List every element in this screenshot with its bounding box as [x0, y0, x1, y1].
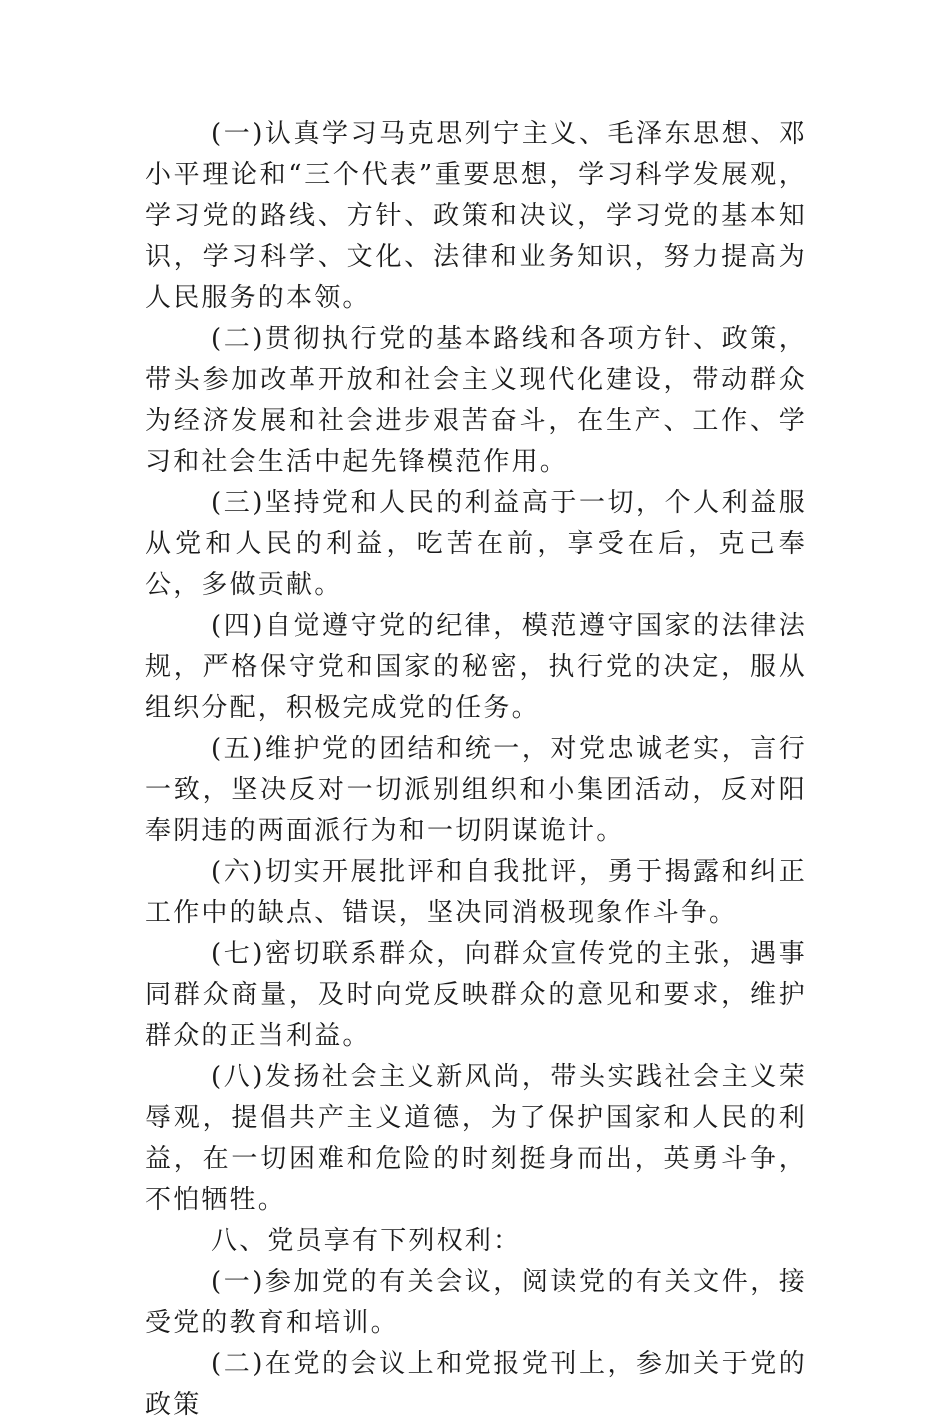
paragraph-right-2: (二)在党的会议上和党报党刊上，参加关于党的政策 — [145, 1349, 807, 1420]
paragraph-duty-8: (八)发扬社会主义新风尚，带头实践社会主义荣辱观，提倡共产主义道德，为了保护国家和人民的利益，在一切困难和危险的时刻挺身而出，英勇斗争，不怕牺牲。 — [145, 1062, 807, 1215]
paragraph-duty-1: (一)认真学习马克思列宁主义、毛泽东思想、邓小平理论和“三个代表”重要思想，学习科学发展观，学习党的路线、方针、政策和决议，学习党的基本知识，学习科学、文化、法律和业务知识，努力提高为人民服务的本领。 — [145, 119, 807, 313]
section-heading-rights: 八、党员享有下列权利： — [211, 1226, 522, 1256]
paragraph-duty-6: (六)切实开展批评和自我批评，勇于揭露和纠正工作中的缺点、错误，坚决同消极现象作斗争。 — [145, 857, 807, 928]
paragraph-duty-5: (五)维护党的团结和统一，对党忠诚老实，言行一致，坚决反对一切派别组织和小集团活动，反对阳奉阴违的两面派行为和一切阴谋诡计。 — [145, 734, 807, 846]
paragraph-right-1: (一)参加党的有关会议，阅读党的有关文件，接受党的教育和培训。 — [145, 1267, 807, 1338]
paragraph-duty-2: (二)贯彻执行党的基本路线和各项方针、政策，带头参加改革开放和社会主义现代化建设，带动群众为经济发展和社会进步艰苦奋斗，在生产、工作、学习和社会生活中起先锋模范作用。 — [145, 324, 807, 477]
document-body — [145, 114, 807, 1426]
paragraph-duty-4: (四)自觉遵守党的纪律，模范遵守国家的法律法规，严格保守党和国家的秘密，执行党的决定，服从组织分配，积极完成党的任务。 — [145, 611, 807, 723]
paragraph-duty-7: (七)密切联系群众，向群众宣传党的主张，遇事同群众商量，及时向党反映群众的意见和要求，维护群众的正当利益。 — [145, 939, 807, 1051]
paragraph-duty-3: (三)坚持党和人民的利益高于一切，个人利益服从党和人民的利益，吃苦在前，享受在后，克己奉公，多做贡献。 — [145, 488, 807, 600]
